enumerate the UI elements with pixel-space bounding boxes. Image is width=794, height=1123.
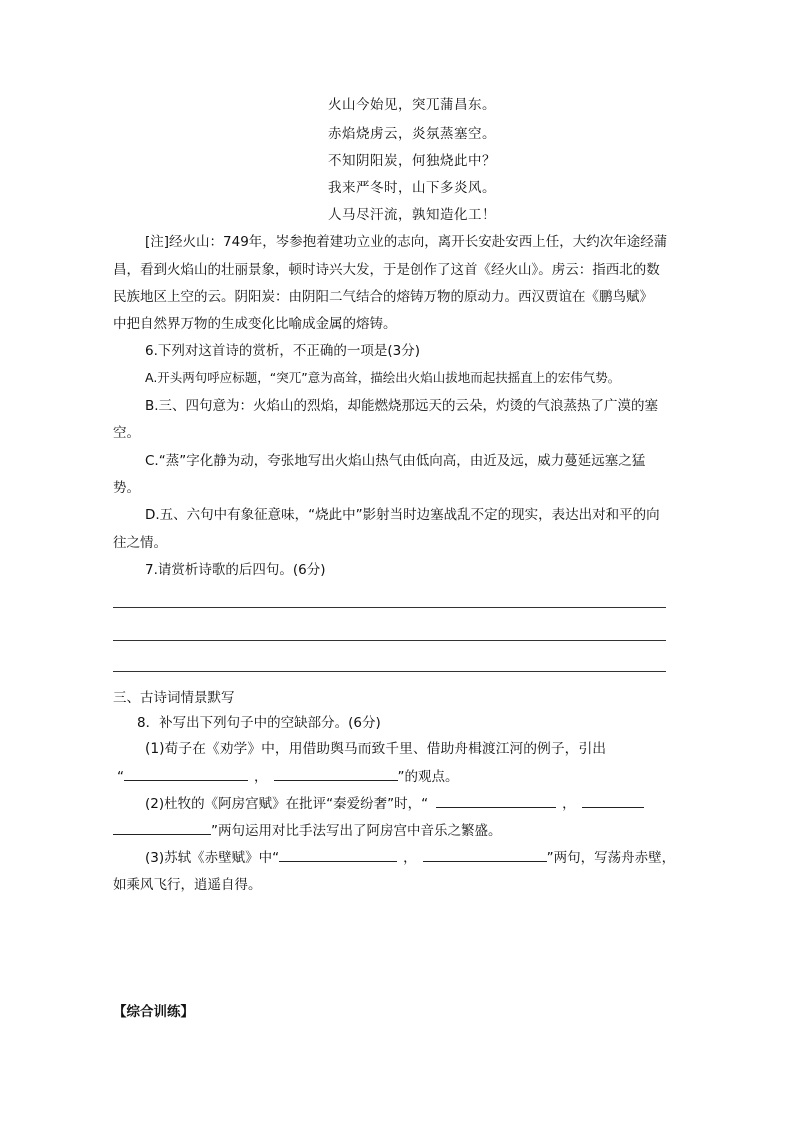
blank-1-1[interactable] xyxy=(124,766,248,781)
comprehensive-training-label: 【综合训练】 xyxy=(113,1004,194,1020)
blank-2-1[interactable] xyxy=(436,793,556,808)
blank-2-2a[interactable] xyxy=(582,793,644,808)
section-heading: 三、古诗词情景默写 xyxy=(113,690,235,706)
blank-3-2[interactable] xyxy=(423,847,547,862)
comma: ， xyxy=(254,769,268,785)
q8-stem: 8．补写出下列句子中的空缺部分。(6分) xyxy=(137,715,381,731)
answer-line-2[interactable] xyxy=(113,640,666,641)
blank-3-1[interactable] xyxy=(279,847,397,862)
comma: ， xyxy=(562,796,576,812)
q7-stem: 7.请赏析诗歌的后四句。(6分) xyxy=(145,562,326,578)
answer-line-3[interactable] xyxy=(113,671,666,672)
poem-line-1: 火山今始见，突兀蒲昌东。 xyxy=(328,97,496,113)
poem-line-2: 赤焰烧虏云，炎氛蒸塞空。 xyxy=(328,126,496,142)
comma: ， xyxy=(403,850,417,866)
note-line-1: [注]经火山：749年，岑参抱着建功立业的志向，离开长安赴安西上任，大约次年途经蒲 xyxy=(145,234,668,250)
poem-line-3: 不知阴阳炭，何独烧此中？ xyxy=(328,153,496,169)
q6-option-d-line-2: 往之情。 xyxy=(113,535,167,551)
item-3-prefix: (3)苏轼《赤壁赋》中“ xyxy=(145,850,280,866)
blank-1-2[interactable] xyxy=(274,766,398,781)
q6-option-c-line-2: 势。 xyxy=(113,480,140,496)
poem-line-5: 人马尽汗流，孰知造化工！ xyxy=(328,207,496,223)
q6-option-a: A.开头两句呼应标题，“突兀”意为高耸，描绘出火焰山拔地而起扶摇直上的宏伟气势。 xyxy=(145,370,621,385)
q8-item-2-line-2 xyxy=(113,820,502,841)
open-quote: “ xyxy=(117,769,124,785)
poem-line-4: 我来严冬时，山下多炎风。 xyxy=(328,180,496,196)
q6-option-c-line-1: C.“蒸”字化静为动，夸张地写出火焰山热气由低向高，由近及远，威力蔓延远塞之猛 xyxy=(145,453,646,469)
note-line-4: 中把自然界万物的生成变化比喻成金属的熔铸。 xyxy=(113,316,397,332)
q6-option-d-line-1: D.五、六句中有象征意味，“烧此中”影射当时边塞战乱不定的现实，表达出对和平的向 xyxy=(145,507,660,523)
q8-item-3-line-1 xyxy=(145,847,675,868)
note-line-2: 昌，看到火焰山的壮丽景象，顿时诗兴大发，于是创作了这首《经火山》。虏云：指西北的数 xyxy=(113,262,660,278)
note-line-3: 民族地区上空的云。阴阳炭：由阴阳二气结合的熔铸万物的原动力。西汉贾谊在《鹏鸟赋》 xyxy=(113,289,653,305)
blank-2-2b[interactable] xyxy=(113,820,211,835)
answer-line-1[interactable] xyxy=(113,607,666,608)
item-2-close: ”两句运用对比手法写出了阿房宫中音乐之繁盛。 xyxy=(211,823,502,839)
q6-stem: 6.下列对这首诗的赏析，不正确的一项是(3分) xyxy=(145,343,421,359)
close-text: ”的观点。 xyxy=(397,769,459,785)
q8-item-3-line-2: 如乘风飞行，逍遥自得。 xyxy=(113,877,262,893)
q8-item-2-line-1 xyxy=(145,793,644,814)
q6-option-b-line-1: B.三、四句意为：火焰山的烈焰，却能燃烧那远天的云朵，灼烫的气浪蒸热了广漠的塞 xyxy=(145,398,659,414)
q8-item-1-line-1: (1)荀子在《劝学》中，用借助舆马而致千里、借助舟楫渡江河的例子，引出 xyxy=(145,741,607,757)
item-2-prefix: (2)杜牧的《阿房宫赋》在批评“秦爱纷奢”时，“ xyxy=(145,796,429,812)
q8-item-1-line-2 xyxy=(117,766,459,787)
item-3-close: ”两句，写荡舟赤壁， xyxy=(546,850,676,866)
q6-option-b-line-2: 空。 xyxy=(113,425,140,441)
